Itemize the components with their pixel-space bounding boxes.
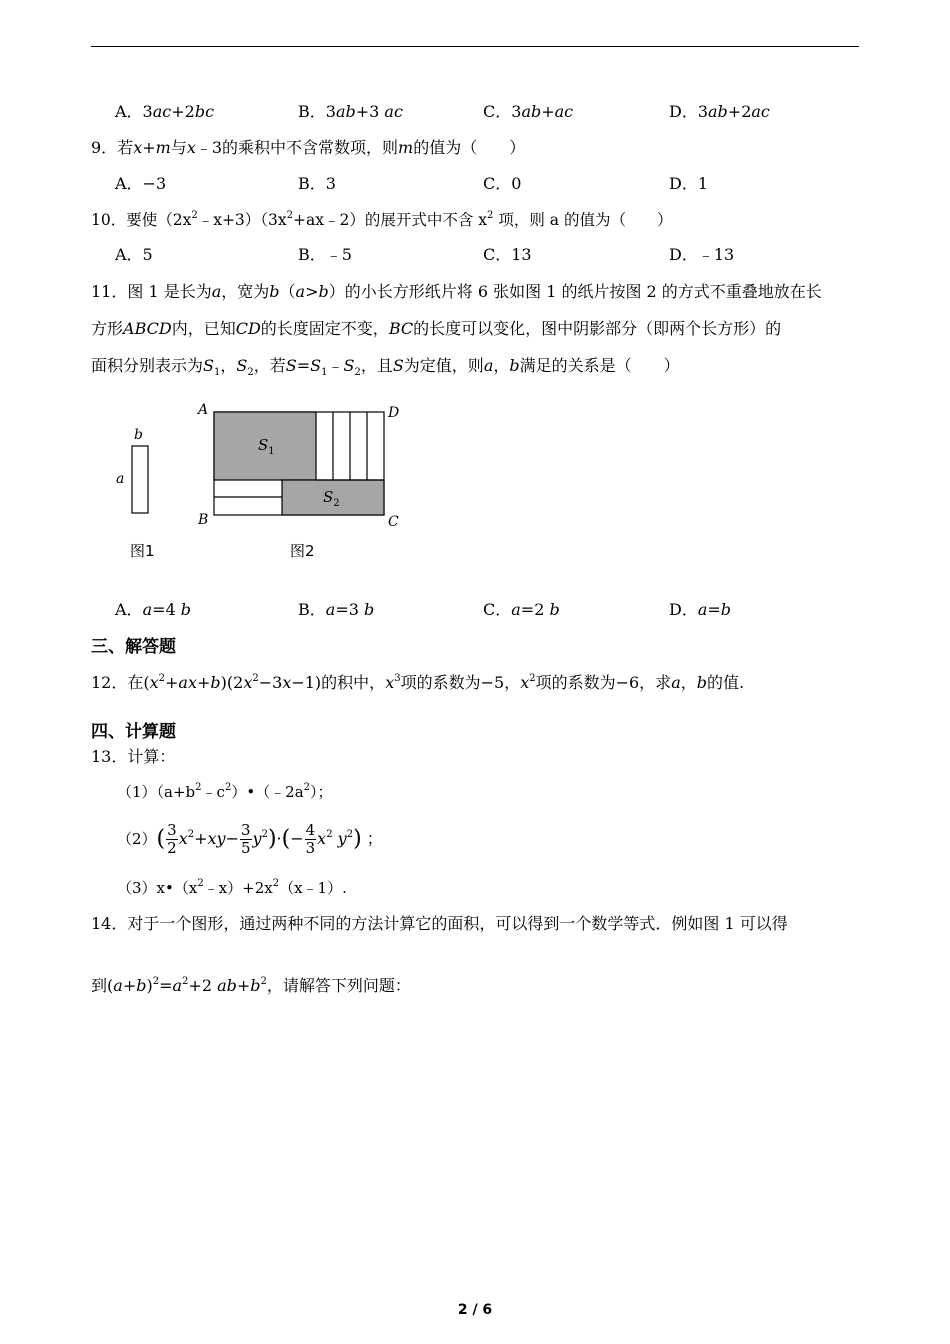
q11-option-c: C．a=2 b [483, 600, 560, 619]
fig2-vertex-D: D [388, 405, 400, 421]
q13-title: 13．计算： [91, 747, 176, 766]
q9-option-c: C．0 [483, 174, 522, 193]
q8-option-a: A．3ac+2bc [115, 102, 215, 121]
section-4-title: 四、计算题 [91, 722, 176, 742]
q8-option-c: C．3ab+ac [483, 102, 574, 121]
q10-option-c: C．13 [483, 245, 532, 264]
fig1-label-b: b [134, 427, 143, 443]
fig2-vertex-A: A [198, 402, 209, 418]
fig1-caption: 图1 [130, 542, 155, 560]
fig1-label-a: a [116, 471, 125, 487]
fig2-s2-label: $S_2$ [323, 488, 340, 509]
header-rule [91, 46, 859, 47]
q11-option-d: D．a=b [669, 600, 732, 619]
q13-part2: （2）( $\frac{3}{2}$ $x^2+xy-$ $\frac{3}{5}$ $y^2)\cdot(-$ $\frac{4}{3}$ $x^2$ $y^2$) ； [117, 821, 383, 857]
page-number: 2 / 6 [457, 1302, 493, 1318]
fig2-vertex-C: C [388, 514, 399, 530]
section-3-title: 三、解答题 [91, 637, 176, 657]
q8-option-d: D．3ab+2ac [669, 102, 770, 121]
q9-option-d: D．1 [669, 174, 709, 193]
q10-option-d: D．﹣13 [669, 245, 735, 264]
q9-option-b: B．3 [298, 174, 336, 193]
q14-line2: 到$(a+b)^2=a^2+2$ $ab+b^2$，请解答下列问题： [91, 976, 411, 995]
fig2-caption: 图2 [290, 542, 315, 560]
q10-option-a: A．5 [115, 245, 153, 264]
q11-option-b: B．a=3 b [298, 600, 375, 619]
fig1-rectangle [132, 446, 148, 513]
q11-line2: 方形ABCD内，已知CD的长度固定不变，BC的长度可以变化，图中阴影部分（即两个长方形）的 [91, 319, 782, 338]
fig2-s1-label: $S_1$ [258, 436, 275, 457]
q11-option-a: A．a=4 b [115, 600, 192, 619]
fig2-vertex-B: B [198, 512, 209, 528]
q9-question: 9．若x+m与x﹣3的乘积中不含常数项，则m的值为（ ） [91, 138, 526, 157]
q9-option-a: A．−3 [115, 174, 167, 193]
q13-part3: $(3)x•(x^2﹣x)+2x^2(x﹣1)$. [117, 878, 347, 897]
q10-question: 10．要使$(2x^2﹣x+3)(3x^2+ax﹣2)$的展开式中不含 $x^2$ 项，则 a 的值为（ ） [91, 210, 673, 229]
q13-part1: $(1)(a+b^2﹣c^2)•(﹣2a^2)$； [117, 782, 333, 801]
q14-line1: 14．对于一个图形，通过两种不同的方法计算它的面积，可以得到一个数学等式．例如图 1 可以得 [91, 914, 788, 933]
q11-line3: 面积分别表示为$S_1$，$S_2$，若$S=S_1﹣S_2$，且S为定值，则a，b满足的关系是（ ） [91, 356, 680, 378]
q11-figure [108, 396, 408, 566]
q11-line1: 11．图 1 是长为a，宽为b（a>b）的小长方形纸片将 6 张如图 1 的纸片按图 2 的方式不重叠地放在长 [91, 282, 822, 301]
q8-option-b: B．3ab+3 ac [298, 102, 403, 121]
q12-question: 12．在$(x^2+ax+b)(2x^2-3x-1)$的积中，$x^3$项的系数为−5，$x^2$项的系数为−6，求a，b的值. [91, 673, 745, 692]
q10-option-b: B．﹣5 [298, 245, 352, 264]
